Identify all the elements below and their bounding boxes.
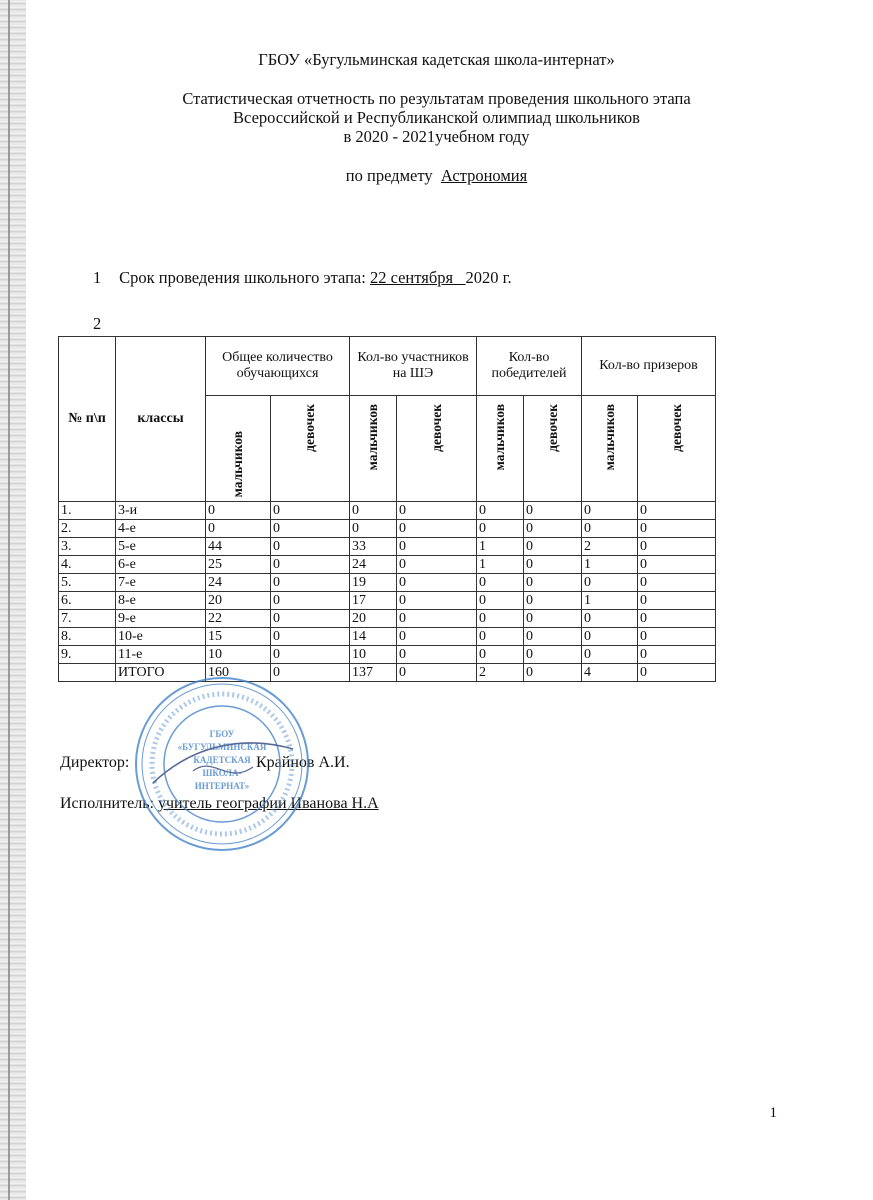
cell-value: 0 [397,520,477,538]
row-class: 7-е [116,574,206,592]
cell-value: 0 [271,538,350,556]
cell-value: 0 [638,628,716,646]
cell-value: 0 [582,628,638,646]
header-participants: Кол-во участников на ШЭ [350,337,477,396]
row-number: 2. [59,520,116,538]
cell-value: 33 [350,538,397,556]
table-row [59,556,716,574]
table-row [59,520,716,538]
cell-value: 0 [271,520,350,538]
cell-value: 20 [206,592,271,610]
header-classes: классы [116,337,206,502]
cell-value: 25 [206,556,271,574]
cell-value: 1 [477,538,524,556]
row-number: 9. [59,646,116,664]
cell-value: 0 [206,502,271,520]
cell-value: 0 [271,664,350,682]
row-class: 8-е [116,592,206,610]
row-class: 5-е [116,538,206,556]
row-class: 4-е [116,520,206,538]
cell-value: 0 [524,646,582,664]
cell-value: 15 [206,628,271,646]
subheader-girls: девочек [428,404,444,452]
stamp-line2: «БУГУЛЬМИНСКАЯ [177,742,267,752]
statistics-table [58,336,716,682]
cell-value: 0 [397,610,477,628]
header-winners: Кол-во победителей [477,337,582,396]
director-name: Крайнов А.И. [256,754,350,771]
table-row [59,628,716,646]
cell-value: 24 [350,556,397,574]
row-number: 1. [59,502,116,520]
header-number: № п\п [59,337,116,502]
cell-value: 1 [582,592,638,610]
cell-value: 20 [350,610,397,628]
row-number: 7. [59,610,116,628]
cell-value: 4 [582,664,638,682]
table-row [59,592,716,610]
cell-value: 0 [477,502,524,520]
cell-value: 0 [271,646,350,664]
cell-value: 0 [271,574,350,592]
table-body [59,502,716,682]
cell-value: 44 [206,538,271,556]
item-1-year: 2020 г. [465,268,512,287]
cell-value: 0 [524,520,582,538]
total-label: ИТОГО [116,664,206,682]
cell-value: 0 [638,646,716,664]
executor-label: Исполнитель: [60,795,154,812]
cell-value: 0 [638,664,716,682]
cell-value: 0 [397,538,477,556]
row-number: 5. [59,574,116,592]
cell-value: 0 [397,574,477,592]
stamp-line5: ИНТЕРНАТ» [194,781,250,791]
item-1-label: Срок проведения школьного этапа: [119,268,366,287]
row-class: 3-и [116,502,206,520]
cell-value: 0 [638,556,716,574]
executor-name: учитель географии Иванова Н.А [157,795,379,812]
cell-value: 0 [397,592,477,610]
row-number [59,664,116,682]
cell-value: 0 [206,520,271,538]
row-number: 8. [59,628,116,646]
cell-value: 1 [582,556,638,574]
table-row [59,538,716,556]
cell-value: 24 [206,574,271,592]
cell-value: 10 [206,646,271,664]
cell-value: 0 [524,610,582,628]
director-label: Директор: [60,754,130,771]
cell-value: 0 [350,502,397,520]
subject-prefix: по предмету [345,166,433,185]
cell-value: 0 [524,592,582,610]
cell-value: 0 [397,646,477,664]
table-row [59,502,716,520]
row-number: 4. [59,556,116,574]
cell-value: 0 [271,628,350,646]
cell-value: 160 [206,664,271,682]
cell-value: 0 [397,664,477,682]
stamp-line4: ШКОЛА- [202,768,242,778]
cell-value: 0 [271,556,350,574]
cell-value: 0 [638,574,716,592]
row-class: 10-е [116,628,206,646]
cell-value: 14 [350,628,397,646]
subject-name: Астрономия [440,166,528,185]
cell-value: 19 [350,574,397,592]
item-1-date-value: 22 сентября [369,268,454,287]
cell-value: 17 [350,592,397,610]
stamp-line3: КАДЕТСКАЯ [193,755,251,765]
item-1-number: 1 [93,268,102,287]
cell-value: 0 [397,556,477,574]
cell-value: 0 [524,556,582,574]
cell-value: 0 [524,664,582,682]
header-total-students: Общее количество обучающихся [206,337,350,396]
cell-value: 0 [582,574,638,592]
row-class: 11-е [116,646,206,664]
cell-value: 0 [397,502,477,520]
subheader-boys: мальчиков [601,404,617,471]
subheader-girls: девочек [302,404,317,452]
cell-value: 0 [271,610,350,628]
cell-value: 0 [477,592,524,610]
table-row [59,646,716,664]
table-row [59,610,716,628]
cell-value: 137 [350,664,397,682]
cell-value: 10 [350,646,397,664]
item-2 [93,314,101,334]
cell-value: 0 [638,502,716,520]
subject-line [0,166,873,185]
cell-value: 0 [477,610,524,628]
cell-value: 0 [638,610,716,628]
cell-value: 0 [271,502,350,520]
cell-value: 0 [524,502,582,520]
report-title-line3: в 2020 - 2021учебном году [343,127,530,146]
item-2-number: 2 [93,314,102,333]
header-prizewinners: Кол-во призеров [582,337,716,396]
cell-value: 0 [350,520,397,538]
cell-value: 0 [582,610,638,628]
row-class: 9-е [116,610,206,628]
cell-value: 0 [524,574,582,592]
subheader-boys: мальчиков [492,404,508,471]
cell-value: 0 [477,646,524,664]
row-class: 6-е [116,556,206,574]
cell-value: 0 [582,646,638,664]
cell-value: 1 [477,556,524,574]
table-row [59,574,716,592]
row-number: 6. [59,592,116,610]
page-number: 1 [769,1105,777,1121]
cell-value: 0 [638,592,716,610]
report-title-line1: Статистическая отчетность по результатам проведения школьного этапа [182,89,691,108]
cell-value: 0 [271,592,350,610]
cell-value: 0 [397,628,477,646]
item-1-date [93,268,512,288]
cell-value: 2 [477,664,524,682]
cell-value: 0 [638,538,716,556]
cell-value: 0 [477,574,524,592]
cell-value: 0 [638,520,716,538]
document-header [0,50,873,185]
cell-value: 0 [477,628,524,646]
cell-value: 0 [524,628,582,646]
cell-value: 0 [582,520,638,538]
subheader-girls: девочек [668,404,684,452]
cell-value: 0 [582,502,638,520]
cell-value: 22 [206,610,271,628]
report-title-line2: Всероссийской и Республиканской олимпиад школьников [233,108,640,127]
row-number: 3. [59,538,116,556]
subheader-boys: мальчиков [230,430,245,497]
cell-value: 0 [477,520,524,538]
cell-value: 0 [524,538,582,556]
school-seal-stamp [133,675,311,853]
subheader-boys: мальчиков [365,404,381,471]
subheader-girls: девочек [544,404,560,452]
cell-value: 2 [582,538,638,556]
school-name: ГБОУ «Бугульминская кадетская школа-интернат» [258,50,615,69]
stamp-line1: ГБОУ [209,729,235,739]
